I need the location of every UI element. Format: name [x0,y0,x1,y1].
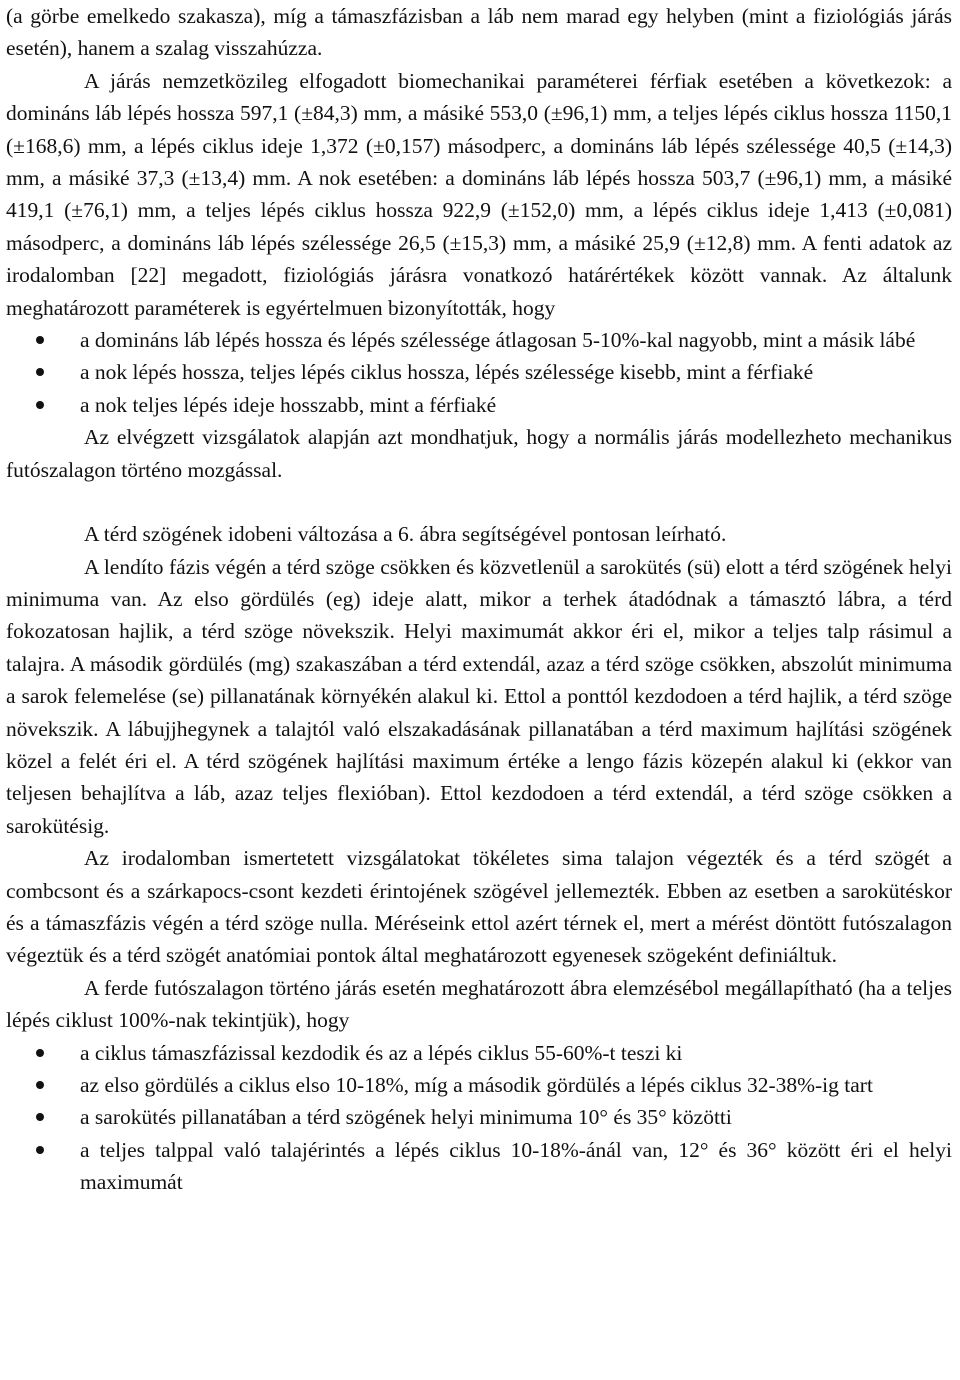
paragraph-conclusion: Az elvégzett vizsgálatok alapján azt mondhatjuk, hogy a normális járás modellezheto mechanikus futószalagon történo mozgással. [6,425,952,482]
bullet-icon [36,1049,44,1057]
list-item: a nok lépés hossza, teljes lépés ciklus hossza, lépés szélessége kisebb, mint a férfiaké [6,356,952,388]
bullet-icon [36,336,44,344]
bullet-icon [36,1146,44,1154]
paragraph-treadmill-analysis: A ferde futószalagon történo járás esetén meghatározott ábra elemzésébol megállapítható (ha a teljes lépés ciklust 100%-nak tekintjük), hogy [6,975,952,1033]
list-item: a sarokütés pillanatában a térd szögének helyi minimuma 10° és 35° közötti [6,1101,952,1133]
paragraph-knee-angle-phases: A lendíto fázis végén a térd szöge csökken és közvetlenül a sarokütés (sü) elott a térd szögének helyi minimuma van. Az elso gördülés (eg) ideje alatt, mikor a terhek átadódnak a támasztó lábra, a térd fokozatosan hajlik, a térd szöge növekszik. Helyi maximumát akkor éri el, mikor a teljes talp rásimul a talajra. A második gördülés (mg) szakaszában a térd extendál, azaz a térd szöge csökken, abszolút minimuma a sarok felemelése (se) pillanatának környékén alakul ki. Ettol a ponttól kezdodoen a térd hajlik, a térd szöge növekszik. A lábujjhegynek a talajtól való elszakadásának pillanatában a térd maximum hajlítási szögének közel a felét éri el. A térd szögének hajlítási maximum értéke a lengo fázis közepén alakul ki (ekkor van teljesen behajlítva a láb, azaz teljes flexióban). Ettol kezdodoen a térd extendál, a térd szöge csökken a sarokütésig. [6,554,952,838]
paragraph-knee-angle-intro: A térd szögének idobeni változása a 6. ábra segítségével pontosan leírható. [84,522,727,547]
list-item: a nok teljes lépés ideje hosszabb, mint a férfiaké [6,389,952,421]
findings-list [6,324,952,421]
list-item: a ciklus támaszfázissal kezdodik és az a lépés ciklus 55-60%-t teszi ki [6,1037,952,1069]
spacer [6,486,952,518]
bullet-icon [36,401,44,409]
treadmill-findings-list [6,1037,952,1199]
list-item: a domináns láb lépés hossza és lépés szélessége átlagosan 5-10%-kal nagyobb, mint a másik lábé [6,324,952,356]
paragraph-intro: (a görbe emelkedo szakasza), míg a támaszfázisban a láb nem marad egy helyben (mint a fiziológiás járás esetén), hanem a szalag visszahúzza. [6,4,952,61]
paragraph-literature: Az irodalomban ismertetett vizsgálatokat tökéletes sima talajon végezték és a térd szögét a combcsont és a szárkapocs-csont kezdeti érintojének szögével jellemezték. Ebben az esetben a sarokütéskor és a támaszfázis végén a térd szöge nulla. Méréseink ettol azért térnek el, mert a mérést döntött futószalagon végeztük és a térd szögét anatómiai pontok által meghatározott egyenesek szögeként definiáltuk. [6,846,952,968]
list-item: a teljes talppal való talajérintés a lépés ciklus 10-18%-ánál van, 12° és 36° között éri el helyi maximumát [6,1134,952,1199]
paragraph-gait-parameters: A járás nemzetközileg elfogadott biomechanikai paraméterei férfiak esetében a következok: a domináns láb lépés hossza 597,1 (±84,3) mm, a másiké 553,0 (±96,1) mm, a teljes lépés ciklus hossza 1150,1 (±168,6) mm, a lépés ciklus ideje 1,372 (±0,157) másodperc, a domináns láb lépés szélessége 40,5 (±14,3) mm, a másiké 37,3 (±13,4) mm. A nok esetében: a domináns láb lépés hossza 503,7 (±96,1) mm, a másiké 419,1 (±76,1) mm, a teljes lépés ciklus hossza 922,9 (±152,0) mm, a lépés ciklus ideje 1,413 (±0,081) másodperc, a domináns láb lépés szélessége 26,5 (±15,3) mm, a másiké 25,9 (±12,8) mm. A fenti adatok az irodalomban [22] megadott, fiziológiás járásra vonatkozó határértékek között vannak. Az általunk meghatározott paraméterek is egyértelmuen bizonyították, hogy [6,68,952,320]
bullet-icon [36,368,44,376]
list-item: az elso gördülés a ciklus elso 10-18%, míg a második gördülés a lépés ciklus 32-38%-ig tart [6,1069,952,1101]
bullet-icon [36,1081,44,1089]
bullet-icon [36,1113,44,1121]
